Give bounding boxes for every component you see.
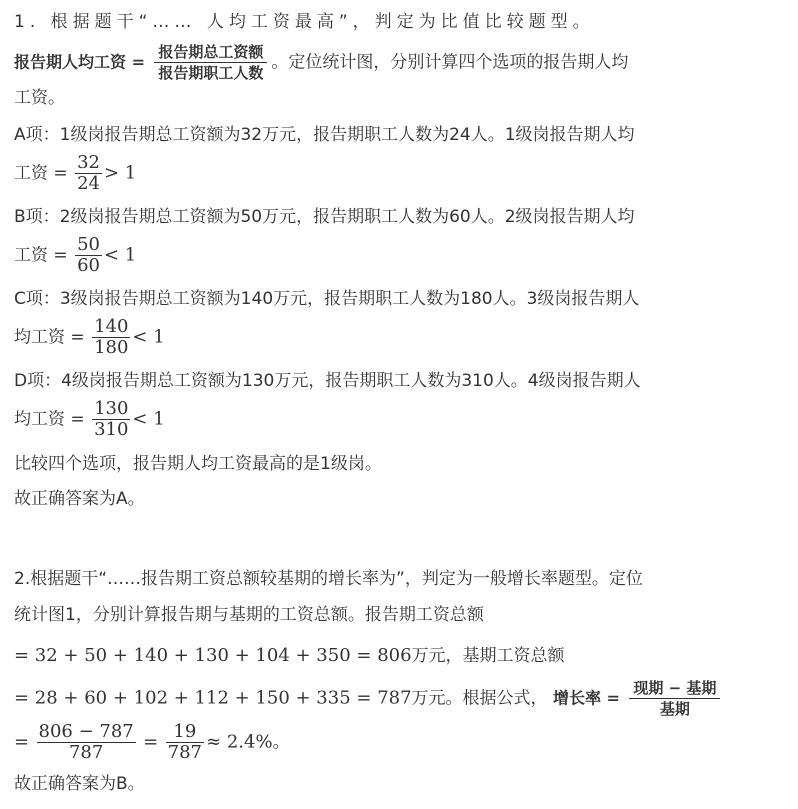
q1-option-b-numerator: 50: [77, 234, 100, 255]
q2-answer-text: 故正确答案为B。: [14, 774, 145, 794]
q2-growth-formula-denominator: 基期: [659, 700, 690, 718]
q2-growth-formula-fraction: [629, 678, 720, 719]
q1-formula-denominator: 报告期职工人数: [158, 64, 264, 82]
q2-base-total-text: 万元。根据公式，: [411, 688, 548, 709]
q2-result-fraction2: [166, 722, 204, 763]
q1-option-c-prefix: 均工资 =: [14, 327, 85, 348]
q1-formula-numerator: 报告期总工资额: [154, 42, 267, 63]
q1-option-d-desc: D项：4级岗报告期总工资额为130万元，报告期职工人数为310人。4级岗报告期人: [14, 371, 641, 391]
q2-result-line: [14, 722, 290, 766]
q1-option-d-prefix: 均工资 =: [14, 409, 85, 430]
q1-formula-line: [14, 42, 628, 82]
q2-result-fraction1-denominator: 787: [68, 742, 104, 763]
q2-result-fraction2-numerator: 19: [166, 722, 204, 743]
q2-result-fraction2-denominator: 787: [167, 742, 203, 763]
q2-result-fraction1: [37, 722, 136, 763]
q1-line3-text: 工资。: [14, 88, 65, 108]
q2-base-total-math: = 28 + 60 + 102 + 112 + 150 + 335 = 787: [14, 687, 412, 709]
q1-option-b-prefix: 工资 =: [14, 245, 68, 266]
q2-current-total-text: 万元，基期工资总额: [411, 646, 565, 666]
q2-current-total-math: = 32 + 50 + 140 + 130 + 104 + 350 = 806: [14, 645, 412, 666]
q1-formula-tail: 。定位统计图，分别计算四个选项的报告期人均: [271, 52, 629, 73]
q1-option-b-desc: B项：2级岗报告期总工资额为50万元，报告期职工人数为60人。2级岗报告期人均: [14, 207, 635, 227]
q2-result-fraction1-numerator: 806 − 787: [38, 721, 134, 742]
q1-option-d-numerator: 130: [94, 398, 129, 419]
q1-option-d-math: [14, 399, 165, 443]
q1-formula-fraction: [154, 42, 267, 83]
q1-option-a-text: [14, 123, 635, 147]
q1-option-a-compare: > 1: [103, 162, 137, 184]
q1-option-d-denominator: 310: [94, 419, 129, 440]
q1-option-d-text: [14, 369, 641, 393]
q1-option-b-math: [14, 235, 136, 279]
q2-growth-formula-lhs: 增长率 =: [552, 688, 620, 708]
q1-option-c-desc: C项：3级岗报告期总工资额为140万元，报告期职工人数为180人。3级岗报告期人: [14, 289, 640, 309]
q2-result-period: 。: [272, 732, 290, 753]
q1-compare-text: 比较四个选项，报告期人均工资最高的是1级岗。: [14, 454, 382, 474]
q1-option-a-numerator: 32: [77, 152, 100, 173]
q1-option-b-compare: < 1: [103, 244, 137, 266]
q2-current-total-line: [14, 644, 565, 668]
q2-answer-line: [14, 772, 145, 796]
q1-formula-lhs: 报告期人均工资 =: [14, 52, 145, 72]
q1-compare-line: [14, 452, 382, 476]
q2-line2-text: 统计图1，分别计算报告期与基期的工资总额。报告期工资总额: [14, 605, 484, 625]
q1-option-c-fraction: [92, 317, 130, 358]
q1-option-c-denominator: 180: [94, 337, 129, 358]
q2-line2: [14, 603, 484, 627]
q1-option-b-fraction: [75, 235, 102, 276]
q1-option-a-prefix: 工资 =: [14, 163, 68, 184]
q1-option-a-desc: A项：1级岗报告期总工资额为32万元，报告期职工人数为24人。1级岗报告期人均: [14, 125, 635, 145]
q2-result-approx: ≈ 2.4%: [206, 731, 273, 753]
q1-option-c-numerator: 140: [94, 316, 129, 337]
q1-answer-text: 故正确答案为A。: [14, 489, 145, 509]
q2-intro-text: 2.根据题干“……报告期工资总额较基期的增长率为”，判定为一般增长率题型。定位: [14, 569, 643, 589]
q1-option-c-math: [14, 317, 165, 361]
q2-base-total-line: [14, 678, 724, 722]
q1-option-a-math: [14, 153, 136, 197]
q1-option-d-compare: < 1: [132, 408, 165, 430]
q1-option-b-text: [14, 205, 635, 229]
q1-intro-line: [14, 10, 595, 34]
q1-intro-text: 1. 根据题干“…… 人均工资最高”，判定为比值比较题型。: [14, 12, 595, 32]
q1-option-a-fraction: [75, 153, 102, 194]
q2-growth-formula-numerator: 现期 − 基期: [629, 678, 720, 699]
q1-option-a-denominator: 24: [77, 173, 100, 194]
q2-result-equals: =: [14, 731, 30, 753]
q2-result-equals2: =: [143, 731, 159, 753]
q1-option-d-fraction: [92, 399, 130, 440]
q1-option-c-compare: < 1: [132, 326, 165, 348]
q2-intro-line: [14, 567, 643, 591]
q1-line3: [14, 86, 65, 110]
q1-option-c-text: [14, 287, 639, 311]
q1-option-b-denominator: 60: [77, 255, 100, 276]
q1-answer-line: [14, 487, 145, 511]
